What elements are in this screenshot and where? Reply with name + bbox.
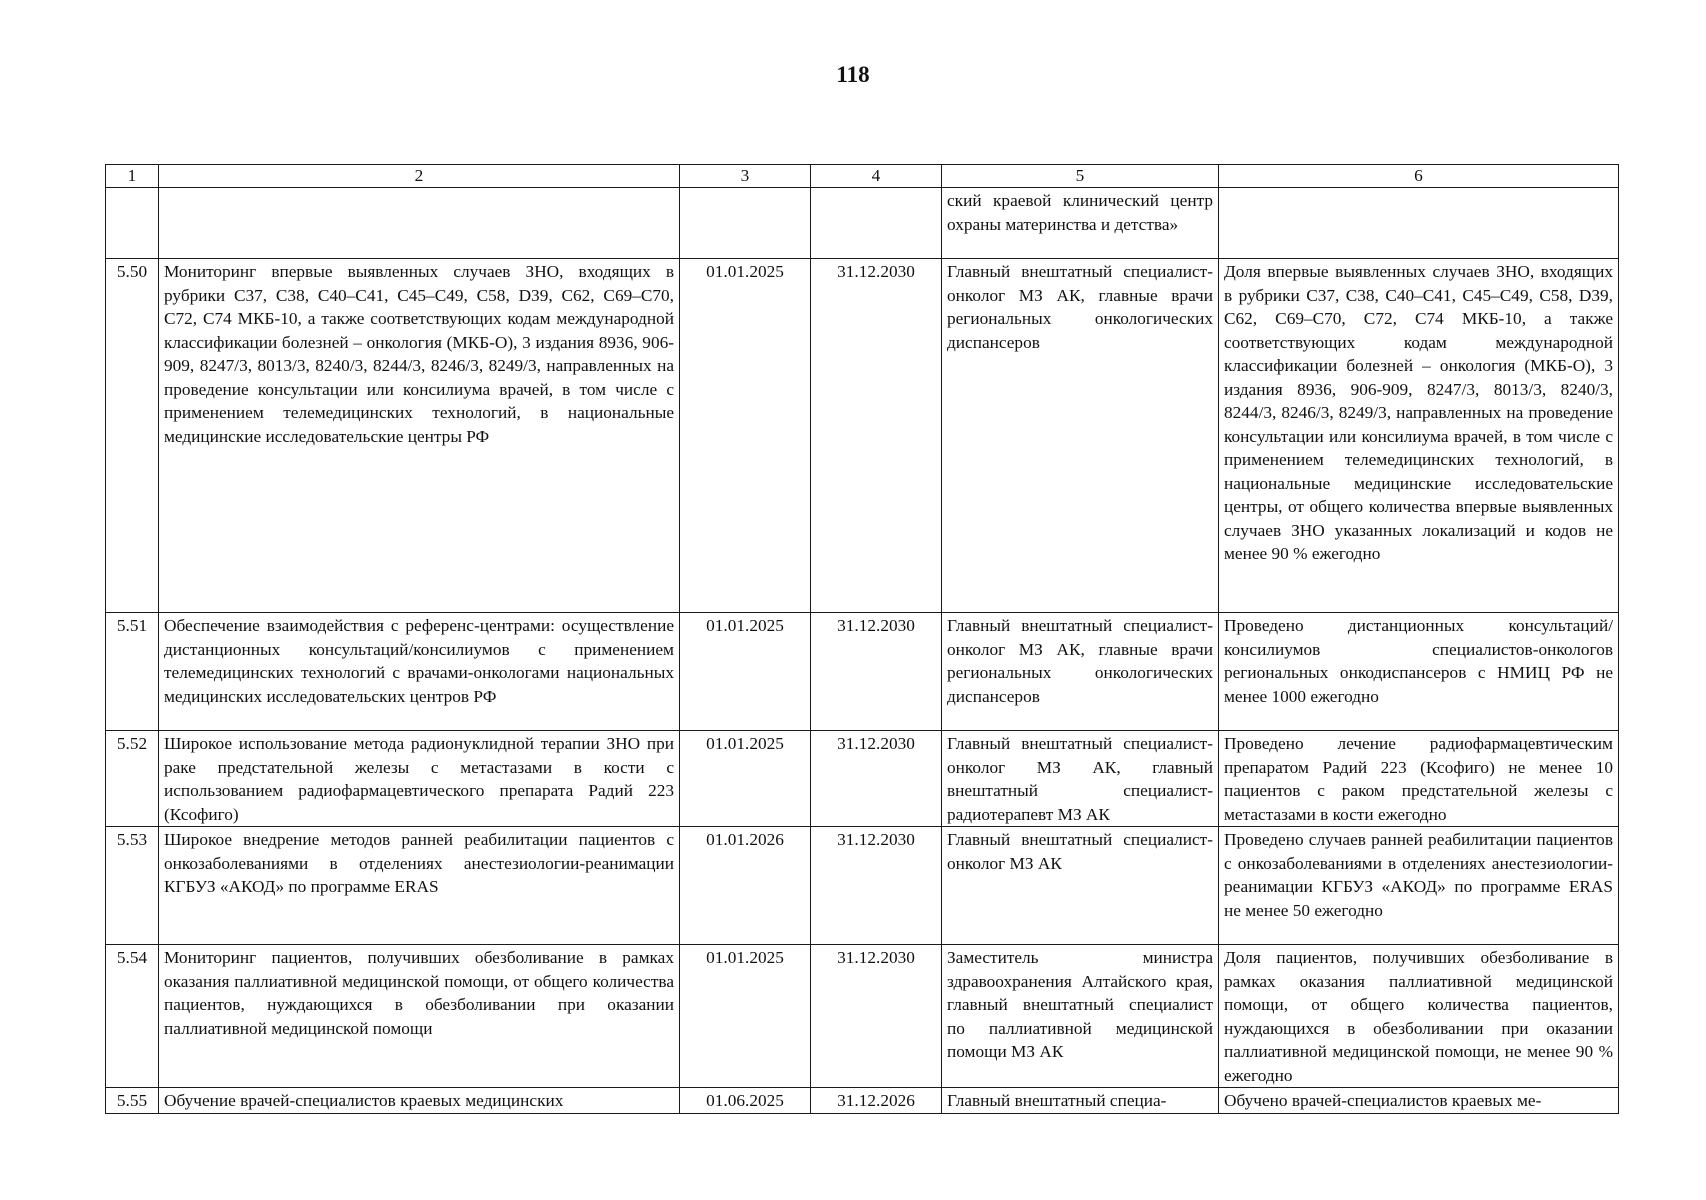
- start-date-cell: 01.01.2025: [680, 613, 811, 731]
- table-row: [106, 188, 1619, 259]
- table-row: [106, 1088, 1619, 1114]
- start-date-cell: 01.01.2026: [680, 827, 811, 945]
- row-number: 5.54: [106, 945, 159, 1088]
- end-date-cell: 31.12.2030: [811, 259, 942, 613]
- measures-table: [105, 164, 1619, 1114]
- table-row: [106, 731, 1619, 827]
- start-date-cell: 01.01.2025: [680, 259, 811, 613]
- responsible-cell: Заместитель министра здравоохранения Алтайского края, главный внештатный специалист по паллиативной медицинской помощи МЗ АК: [942, 945, 1219, 1088]
- table-header-row: [106, 165, 1619, 188]
- end-date-cell: 31.12.2030: [811, 731, 942, 827]
- responsible-cell: Главный внештатный специалист-онколог МЗ АК, главные врачи региональных онкологических диспансеров: [942, 259, 1219, 613]
- row-number: 5.53: [106, 827, 159, 945]
- result-cell: Проведено лечение радиофармацевтическим препаратом Радий 223 (Ксофиго) не менее 10 пациентов с раком предстательной железы с метастазами в кости ежегодно: [1219, 731, 1619, 827]
- result-cell: Проведено случаев ранней реабилитации пациентов с онкозаболеваниями в отделениях анестезиологии-реанимации КГБУЗ «АКОД» по программе ERAS не менее 50 ежегодно: [1219, 827, 1619, 945]
- row-number: 5.51: [106, 613, 159, 731]
- activity-cell: Мониторинг впервые выявленных случаев ЗНО, входящих в рубрики C37, C38, C40–C41, C45–C49, C58, D39, C62, C69–C70, C72, C74 МКБ-10, а также соответствующих кодам международной классификации болезней – онкология (МКБ-О), 3 издания 8936, 906-909, 8247/3, 8013/3, 8240/3, 8244/3, 8246/3, 8249/3, направленных на проведение консультации или консилиума врачей, в том числе с применением телемедицинских технологий, в национальные медицинские исследовательские центры РФ: [159, 259, 680, 613]
- activity-cell: Обеспечение взаимодействия с референс-центрами: осуществление дистанционных консультаций/консилиумов с применением телемедицинских технологий с врачами-онкологами национальных медицинских исследовательских центров РФ: [159, 613, 680, 731]
- responsible-cell: Главный внештатный специа-: [942, 1088, 1219, 1114]
- end-date-cell: [811, 188, 942, 259]
- responsible-cell: Главный внештатный специалист-онколог МЗ АК, главный внештатный специалист-радиотерапевт МЗ АК: [942, 731, 1219, 827]
- row-number: [106, 188, 159, 259]
- result-cell: Проведено дистанционных консультаций/консилиумов специалистов-онкологов региональных онкодиспансеров с НМИЦ РФ не менее 1000 ежегодно: [1219, 613, 1619, 731]
- result-cell: Доля впервые выявленных случаев ЗНО, входящих в рубрики C37, C38, C40–C41, C45–C49, C58, D39, C62, C69–C70, C72, C74 МКБ-10, а также соответствующих кодам международной классификации болезней – онкология (МКБ-О), 3 издания 8936, 906-909, 8247/3, 8013/3, 8240/3, 8244/3, 8246/3, 8249/3, направленных на проведение консультации или консилиума врачей, в том числе с применением телемедицинских технологий, в национальные медицинские исследовательские центры, от общего количества впервые выявленных случаев ЗНО указанных локализаций и кодов не менее 90 % ежегодно: [1219, 259, 1619, 613]
- activity-cell: Широкое использование метода радионуклидной терапии ЗНО при раке предстательной железы с метастазами в кости с использованием радиофармацевтического препарата Радий 223 (Ксофиго): [159, 731, 680, 827]
- activity-cell: Мониторинг пациентов, получивших обезболивание в рамках оказания паллиативной медицинской помощи, от общего количества пациентов, нуждающихся в обезболивании при оказании паллиативной медицинской помощи: [159, 945, 680, 1088]
- activity-cell: [159, 188, 680, 259]
- column-header-2: 2: [159, 165, 680, 188]
- column-header-4: 4: [811, 165, 942, 188]
- table-row: [106, 613, 1619, 731]
- start-date-cell: 01.06.2025: [680, 1088, 811, 1114]
- column-header-3: 3: [680, 165, 811, 188]
- table-row: [106, 827, 1619, 945]
- end-date-cell: 31.12.2026: [811, 1088, 942, 1114]
- row-number: 5.50: [106, 259, 159, 613]
- column-header-6: 6: [1219, 165, 1619, 188]
- start-date-cell: 01.01.2025: [680, 945, 811, 1088]
- activity-cell: Обучение врачей-специалистов краевых медицинских: [159, 1088, 680, 1114]
- end-date-cell: 31.12.2030: [811, 945, 942, 1088]
- table-row: [106, 945, 1619, 1088]
- responsible-cell: Главный внештатный специалист-онколог МЗ АК: [942, 827, 1219, 945]
- table-row: [106, 259, 1619, 613]
- start-date-cell: 01.01.2025: [680, 731, 811, 827]
- end-date-cell: 31.12.2030: [811, 827, 942, 945]
- column-header-5: 5: [942, 165, 1219, 188]
- end-date-cell: 31.12.2030: [811, 613, 942, 731]
- result-cell: Обучено врачей-специалистов краевых ме-: [1219, 1088, 1619, 1114]
- result-cell: Доля пациентов, получивших обезболивание в рамках оказания паллиативной медицинской помощи, от общего количества пациентов, нуждающихся в обезболивании при оказании паллиативной медицинской помощи, не менее 90 % ежегодно: [1219, 945, 1619, 1088]
- row-number: 5.52: [106, 731, 159, 827]
- responsible-cell: Главный внештатный специалист-онколог МЗ АК, главные врачи региональных онкологических диспансеров: [942, 613, 1219, 731]
- activity-cell: Широкое внедрение методов ранней реабилитации пациентов с онкозаболеваниями в отделениях анестезиологии-реанимации КГБУЗ «АКОД» по программе ERAS: [159, 827, 680, 945]
- column-header-1: 1: [106, 165, 159, 188]
- result-cell: [1219, 188, 1619, 259]
- row-number: 5.55: [106, 1088, 159, 1114]
- page-number: 118: [836, 62, 870, 87]
- responsible-cell: ский краевой клинический центр охраны материнства и детства»: [942, 188, 1219, 259]
- start-date-cell: [680, 188, 811, 259]
